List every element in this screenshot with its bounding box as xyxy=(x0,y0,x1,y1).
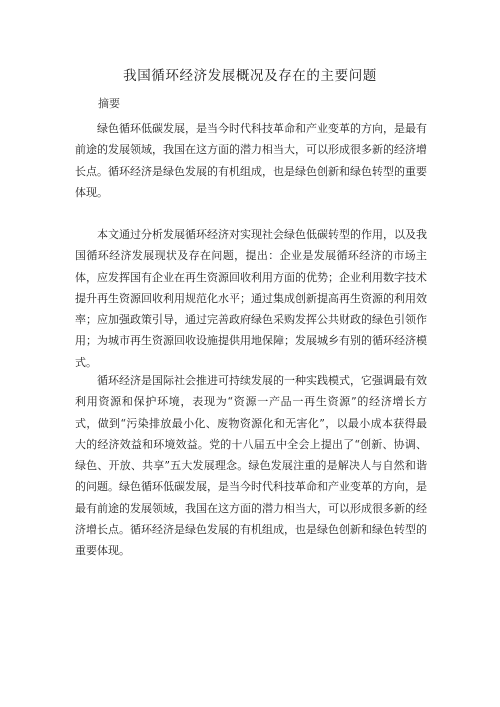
paragraph-2: 本文通过分析发展循环经济对实现社会绿色低碳转型的作用，以及我国循环经济发展现状及存在问题，提出：企业是发展循环经济的市场主体，应发挥国有企业在再生资源回收利用方面的优势；企业利用数字技术提升再生资源回收利用规范化水平；通过集成创新提高再生资源的利用效率；应加强政策引导，通过完善政府绿色采购发挥公共财政的绿色引领作用；为城市再生资源回收设施提供用地保障；发展城乡有别的循环经济模式。 xyxy=(75,228,427,369)
document-title: 我国循环经济发展概况及存在的主要问题 xyxy=(123,68,377,84)
paragraph-1: 绿色循环低碳发展，是当今时代科技革命和产业变革的方向，是最有前途的发展领域，我国在这方面的潜力相当大，可以形成很多新的经济增长点。循环经济是绿色发展的有机组成，也是绿色创新和绿色转型的重要体现。 xyxy=(75,122,427,199)
abstract-heading: 摘要 xyxy=(98,97,120,110)
paragraph-3: 循环经济是国际社会推进可持续发展的一种实践模式，它强调最有效利用资源和保护环境，表现为“资源一产品一再生资源”的经济增长方式，做到“污染排放最小化、废物资源化和无害化”，以最小成本获得最大的经济效益和环境效益。党的十八届五中全会上提出了“创新、协调、绿色、开放、共享”五大发展理念。绿色发展注重的是解决人与自然和谐的问题。绿色循环低碳发展，是当今时代科技革命和产业变革的方向，是最有前途的发展领域，我国在这方面的潜力相当大，可以形成很多新的经济增长点。循环经济是绿色发展的有机组成，也是绿色创新和绿色转型的重要体现。 xyxy=(75,374,427,558)
